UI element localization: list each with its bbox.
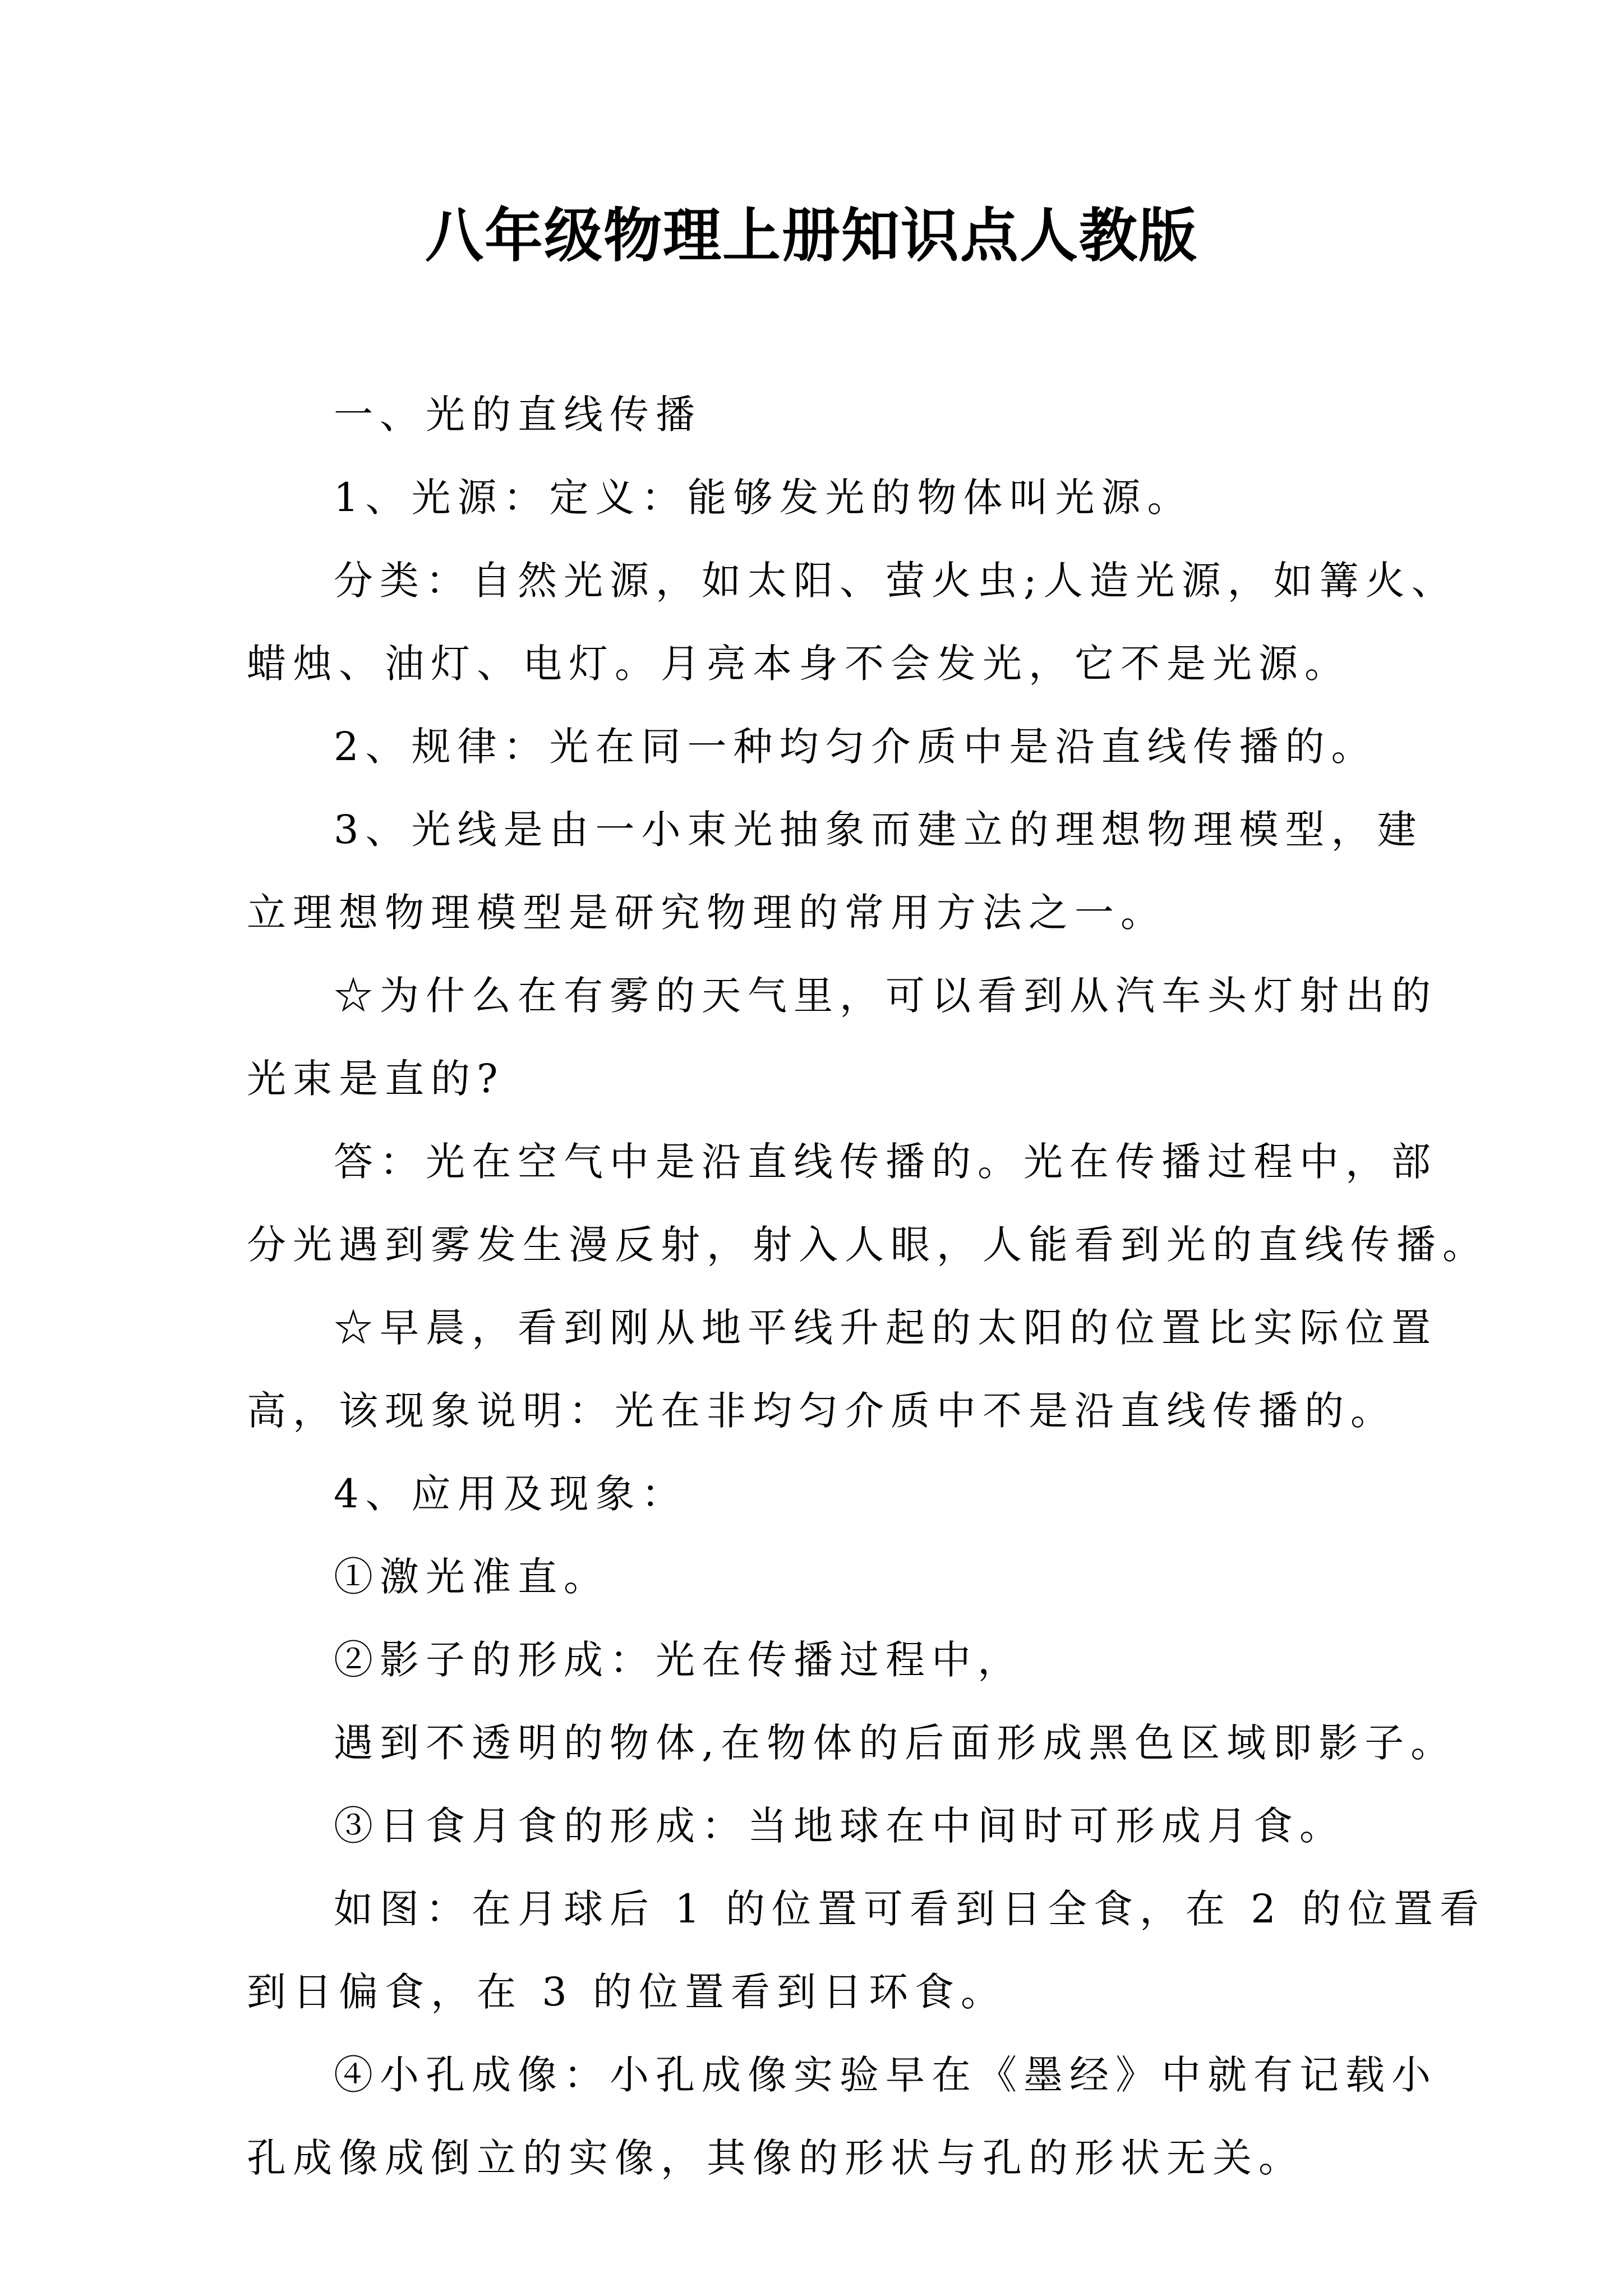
paragraph-line: 孔成像成倒立的实像，其像的形状与孔的形状无关。: [247, 2135, 1304, 2181]
paragraph-line: 一、光的直线传播: [334, 392, 702, 438]
paragraph-line: 立理想物理模型是研究物理的常用方法之一。: [247, 890, 1166, 936]
paragraph-line: 蜡烛、油灯、电灯。月亮本身不会发光，它不是光源。: [247, 641, 1350, 687]
paragraph-line: ☆为什么在有雾的天气里，可以看到从汽车头灯射出的: [334, 973, 1437, 1019]
paragraph-line: ④小孔成像：小孔成像实验早在《墨经》中就有记载小: [334, 2052, 1437, 2098]
paragraph-line: 光束是直的?: [247, 1056, 505, 1102]
paragraph-line: 如图：在月球后 1 的位置可看到日全食，在 2 的位置看: [334, 1886, 1486, 1932]
paragraph-line: 分光遇到雾发生漫反射，射入人眼，人能看到光的直线传播。: [247, 1222, 1488, 1268]
paragraph-line: ③日食月食的形成：当地球在中间时可形成月食。: [334, 1803, 1345, 1849]
paragraph-line: 2、规律：光在同一种均匀介质中是沿直线传播的。: [334, 724, 1377, 770]
document-body: [247, 373, 1488, 2200]
paragraph-line: 4、应用及现象：: [334, 1471, 688, 1517]
paragraph-line: ☆早晨，看到刚从地平线升起的太阳的位置比实际位置: [334, 1305, 1437, 1351]
paragraph-line: 高，该现象说明：光在非均匀介质中不是沿直线传播的。: [247, 1388, 1396, 1434]
paragraph-line: 答：光在空气中是沿直线传播的。光在传播过程中，部: [334, 1139, 1437, 1185]
paragraph-line: 分类：自然光源，如太阳、萤火虫;人造光源，如篝火、: [334, 558, 1458, 604]
paragraph-line: 3、光线是由一小束光抽象而建立的理想物理模型，建: [334, 807, 1423, 853]
paragraph-line: 到日偏食，在 3 的位置看到日环食。: [247, 1969, 1007, 2015]
paragraph-line: 1、光源：定义：能够发光的物体叫光源。: [334, 475, 1193, 521]
paragraph-line: ②影子的形成：光在传播过程中，: [334, 1637, 1023, 1683]
paragraph-line: ①激光准直。: [334, 1554, 610, 1600]
document-title: 八年级物理上册知识点人教版: [425, 201, 1198, 270]
paragraph-line: 遇到不透明的物体,在物体的后面形成黑色区域即影子。: [334, 1720, 1457, 1766]
